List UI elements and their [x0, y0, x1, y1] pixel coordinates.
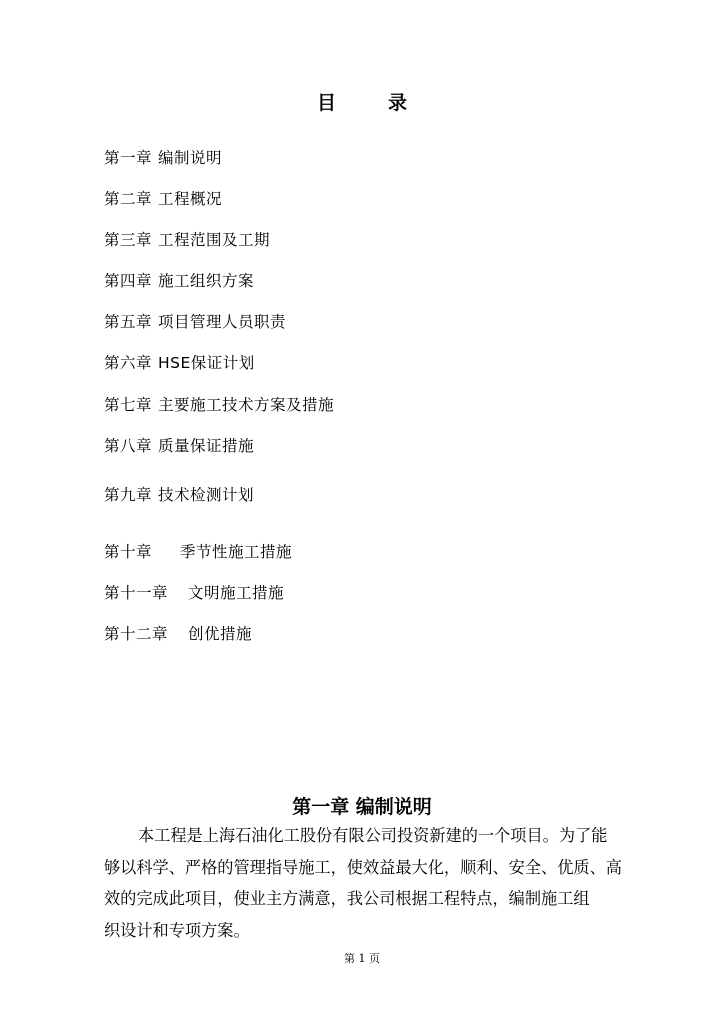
- paragraph-line: 够以科学、严格的管理指导施工，使效益最大化，顺利、安全、优质、高: [104, 857, 622, 877]
- toc-item: [104, 310, 286, 332]
- toc-item: [104, 269, 254, 291]
- toc-item-name: 质量保证措施: [158, 437, 255, 455]
- toc-item: [104, 483, 254, 505]
- paragraph-line: 本工程是上海石油化工股份有限公司投资新建的一个项目。为了能: [138, 826, 608, 845]
- toc-item-number: 第七章: [104, 396, 153, 414]
- toc-item-number: 第四章: [104, 272, 153, 290]
- toc-item-number: 第八章: [104, 437, 153, 455]
- toc-item-number: 第十二章: [104, 625, 169, 643]
- toc-item: [104, 228, 270, 250]
- toc-item-name: 工程范围及工期: [158, 231, 271, 249]
- toc-item-number: 第一章: [104, 149, 153, 167]
- toc-item: [104, 351, 255, 373]
- toc-item: [104, 146, 222, 168]
- toc-item-name: 创优措施: [188, 625, 253, 643]
- toc-title-right: 录: [388, 92, 408, 114]
- toc-item-name: 主要施工技术方案及措施: [158, 396, 335, 414]
- chapter-paragraph: [104, 820, 634, 946]
- toc-item-name: 工程概况: [158, 190, 223, 208]
- toc-item-number: 第五章: [104, 313, 153, 331]
- toc-item-number: 第二章: [104, 190, 153, 208]
- toc-item-number: 第九章: [104, 486, 153, 504]
- page-number: 第 1 页: [344, 952, 380, 965]
- toc-item-number: 第十一章: [104, 584, 169, 602]
- toc-title-left: 目: [316, 92, 336, 114]
- toc-item: [104, 540, 292, 562]
- toc-item: [104, 187, 222, 209]
- toc-item: [104, 393, 334, 415]
- toc-item-name: 季节性施工措施: [180, 543, 293, 561]
- paragraph-line: 织设计和专项方案。: [104, 920, 250, 940]
- toc-item-name: 项目管理人员职责: [158, 313, 287, 331]
- toc-item-number: 第六章: [104, 354, 153, 372]
- toc-item: [104, 581, 284, 603]
- toc-item-name: 文明施工措施: [188, 584, 285, 602]
- toc-item-number: 第十章: [104, 543, 153, 561]
- toc-item: [104, 622, 252, 644]
- toc-item-name: 施工组织方案: [158, 272, 255, 290]
- toc-item-name: HSE保证计划: [158, 354, 255, 372]
- toc-item-name: 编制说明: [158, 149, 223, 167]
- chapter-heading: 第一章 编制说明: [292, 796, 432, 818]
- toc-title: [0, 88, 724, 115]
- paragraph-line: 效的完成此项目，使业主方满意，我公司根据工程特点，编制施工组: [104, 889, 590, 908]
- toc-item: [104, 434, 254, 456]
- toc-item-name: 技术检测计划: [158, 486, 255, 504]
- toc-item-number: 第三章: [104, 231, 153, 249]
